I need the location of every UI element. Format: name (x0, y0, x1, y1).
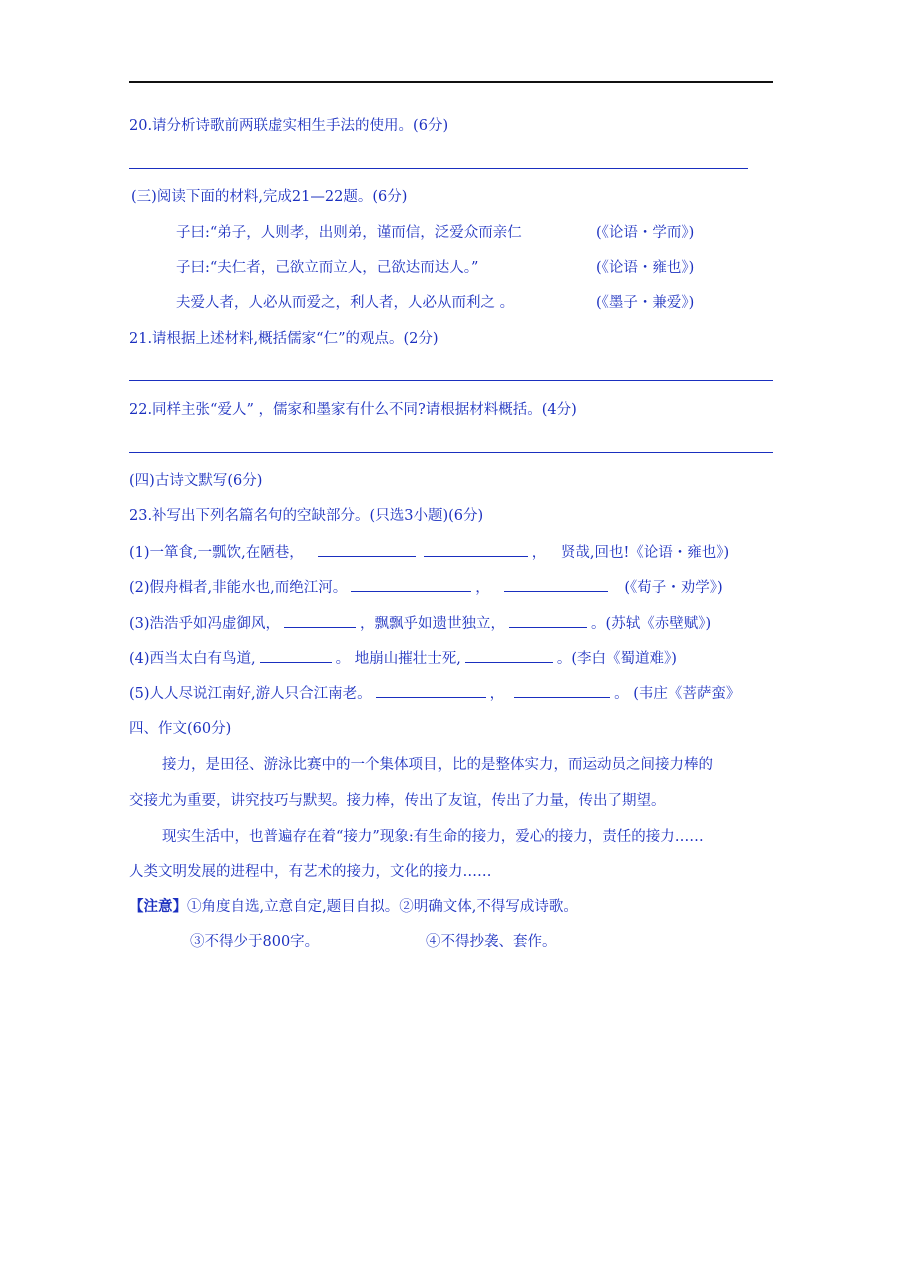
blank-2b[interactable] (504, 577, 608, 592)
essay-heading: 四、作文(60分) (129, 721, 232, 737)
essay-note-2: ③不得少于800字。 (190, 934, 320, 950)
blank-3a[interactable] (284, 613, 356, 628)
quote-2-text: 子曰:“夫仁者，己欲立而立人，己欲达而达人。” (176, 260, 479, 276)
quote-3-source: (《墨子・兼爱》) (596, 295, 695, 311)
essay-note (129, 897, 578, 917)
fill-item-3-part-c: 。(苏轼《赤壁赋》) (591, 616, 712, 632)
question-21: 21.请根据上述材料,概括儒家“仁”的观点。(2分) (129, 331, 439, 347)
blank-1a[interactable] (318, 542, 416, 557)
essay-note-label: 【注意】 (129, 898, 187, 915)
question-23: 23.补写出下列名篇名句的空缺部分。(只选3小题)(6分) (129, 508, 484, 524)
essay-note-3: ④不得抄袭、套作。 (426, 934, 557, 950)
fill-item-5-part-b: ， (489, 686, 505, 702)
fill-item-3-part-b: ，飘飘乎如遗世独立， (360, 616, 506, 632)
quote-1-source: (《论语・学而》) (596, 225, 695, 241)
fill-item-2-part-b: ， (475, 580, 490, 596)
section-3-heading: (三)阅读下面的材料,完成21—22题。(6分) (131, 189, 408, 205)
quote-2-source: (《论语・雍也》) (596, 260, 695, 276)
fill-item-2-part-a: (2)假舟楫者,非能水也,而绝江河。 (129, 580, 348, 596)
blank-4b[interactable] (465, 648, 553, 663)
fill-item-1-part-b: ， (531, 545, 547, 561)
question-22: 22.同样主张“爱人” ，儒家和墨家有什么不同?请根据材料概括。(4分) (129, 402, 577, 418)
quote-1-text: 子曰:“弟子，人则孝，出则弟，谨而信，泛爱众而亲仁 (176, 225, 522, 241)
blank-5a[interactable] (376, 683, 486, 698)
fill-item-4 (129, 648, 677, 669)
fill-item-2-part-c: (《荀子・劝学》) (624, 580, 723, 596)
fill-item-1-part-c: 贤哉,回也!《论语・雍也》) (560, 545, 730, 561)
blank-4a[interactable] (260, 648, 332, 663)
fill-item-3 (129, 613, 711, 634)
fill-item-3-part-a: (3)浩浩乎如冯虚御风， (129, 616, 281, 632)
blank-3b[interactable] (509, 613, 587, 628)
section-4-heading: (四)古诗文默写(6分) (129, 473, 263, 489)
fill-item-5-part-a: (5)人人尽说江南好,游人只合江南老。 (129, 686, 372, 702)
fill-item-4-part-b: 。 地崩山摧壮士死, (335, 651, 461, 667)
fill-item-1-part-a: (1)一箪食,一瓢饮,在陋巷， (129, 545, 304, 561)
blank-2a[interactable] (351, 577, 471, 592)
essay-paragraph-2-line-1: 现实生活中，也普遍存在着“接力”现象:有生命的接力，爱心的接力，责任的接力…… (162, 829, 704, 845)
blank-1b[interactable] (424, 542, 528, 557)
fill-item-1 (129, 542, 729, 563)
fill-item-5 (129, 683, 740, 704)
quote-3-text: 夫爱人者，人必从而爱之，利人者，人必从而利之 。 (176, 295, 515, 311)
answer-line-22[interactable] (129, 452, 773, 453)
fill-item-5-part-c: 。 (韦庄《菩萨蛮》 (614, 686, 741, 702)
answer-line-21[interactable] (129, 380, 773, 381)
question-20: 20.请分析诗歌前两联虚实相生手法的使用。(6分) (129, 118, 449, 134)
answer-line-20[interactable] (129, 168, 748, 169)
essay-note-1: ①角度自选,立意自定,题目自拟。②明确文体,不得写成诗歌。 (187, 899, 578, 915)
fill-item-4-part-c: 。(李白《蜀道难》) (556, 651, 677, 667)
blank-5b[interactable] (514, 683, 610, 698)
fill-item-2 (129, 577, 723, 598)
fill-item-4-part-a: (4)西当太白有鸟道, (129, 651, 256, 667)
essay-paragraph-1-line-2: 交接尤为重要，讲究技巧与默契。接力棒，传出了友谊，传出了力量，传出了期望。 (129, 793, 666, 809)
essay-paragraph-2-line-2: 人类文明发展的进程中，有艺术的接力，文化的接力…… (129, 864, 492, 880)
essay-paragraph-1-line-1: 接力，是田径、游泳比赛中的一个集体项目，比的是整体实力，而运动员之间接力棒的 (162, 757, 713, 773)
top-rule (129, 81, 773, 83)
